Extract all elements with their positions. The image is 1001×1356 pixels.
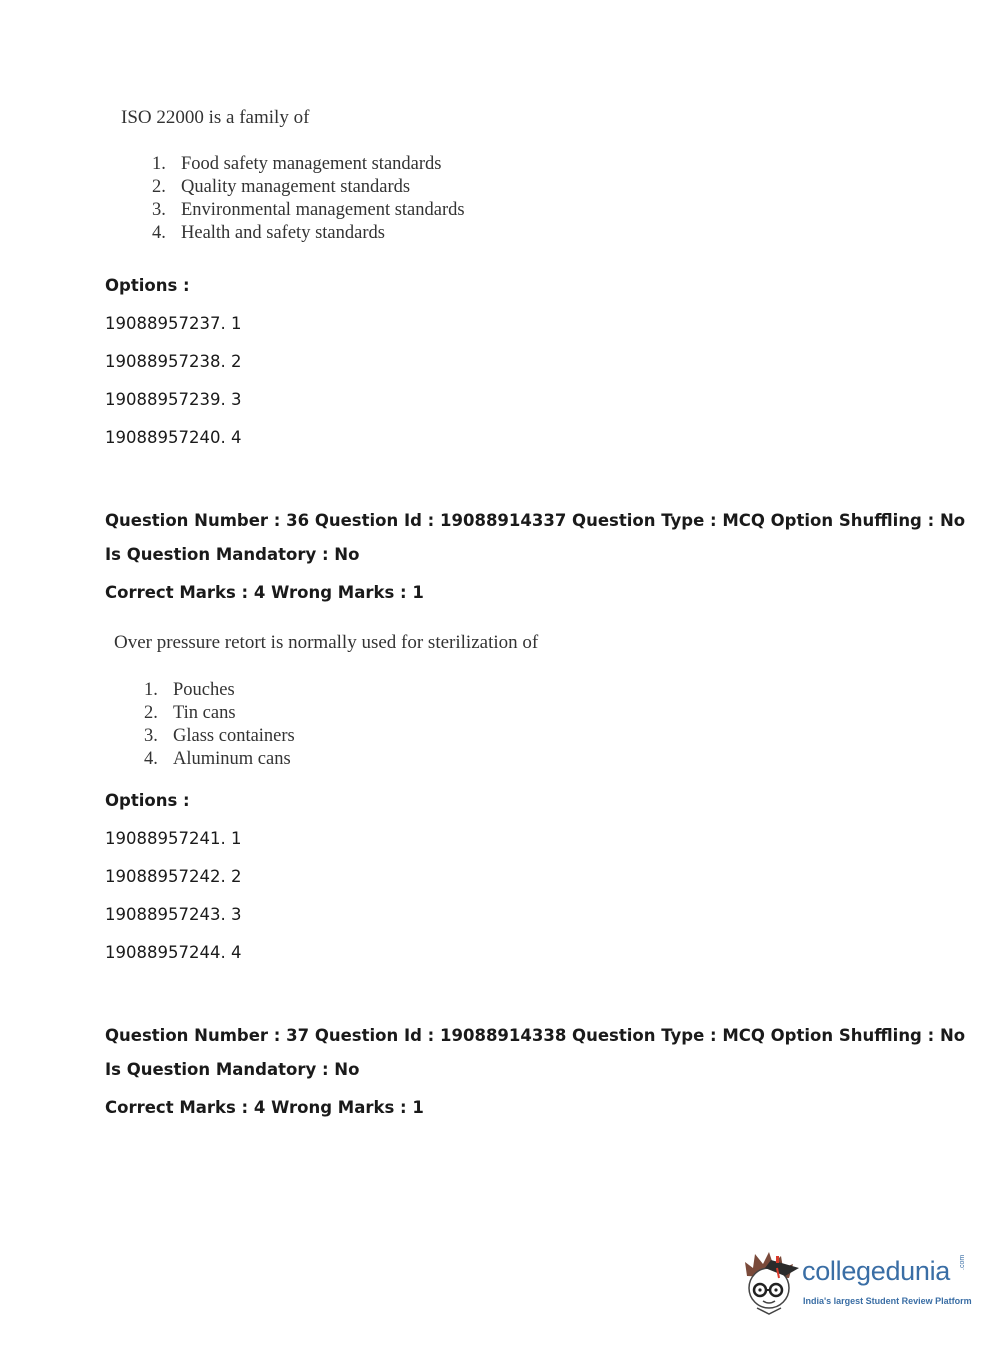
question-36-choice-list: [144, 679, 295, 771]
option-item: 19088957241. 1: [105, 829, 242, 848]
question-37-marks: Correct Marks : 4 Wrong Marks : 1: [105, 1098, 424, 1117]
choice-item: 3. Glass containers: [144, 726, 295, 746]
option-item: 19088957237. 1: [105, 314, 242, 333]
collegedunia-logo: [741, 1248, 971, 1320]
option-item: 19088957242. 2: [105, 867, 242, 886]
option-item: 19088957239. 3: [105, 390, 242, 409]
logo-wordmark: collegedunia: [802, 1256, 951, 1286]
question-35-image: [121, 107, 465, 243]
question-35-choice-list: [152, 153, 465, 245]
choice-item: 2. Quality management standards: [152, 177, 411, 197]
question-36-image: [114, 632, 539, 769]
option-item: 19088957238. 2: [105, 352, 242, 371]
choice-item: 2. Tin cans: [144, 703, 236, 723]
question-37-mandatory: Is Question Mandatory : No: [105, 1060, 360, 1079]
option-item: 19088957244. 4: [105, 943, 242, 962]
choice-item: 1. Food safety management standards: [152, 154, 442, 174]
question-36-marks: Correct Marks : 4 Wrong Marks : 1: [105, 583, 424, 602]
logo-domain: .com: [959, 1254, 966, 1270]
question-36-header: Question Number : 36 Question Id : 19088914337 Question Type : MCQ Option Shuffling : No: [105, 511, 966, 530]
choice-item: 3. Environmental management standards: [152, 200, 465, 220]
question-35-stem: ISO 22000 is a family of: [121, 107, 310, 128]
choice-item: 4. Health and safety standards: [152, 223, 385, 243]
logo-tagline: India's largest Student Review Platform: [803, 1296, 972, 1306]
option-item: 19088957243. 3: [105, 905, 242, 924]
options-label: Options :: [105, 791, 190, 810]
question-36-stem: Over pressure retort is normally used for sterilization of: [114, 632, 539, 653]
question-37-header: Question Number : 37 Question Id : 19088914338 Question Type : MCQ Option Shuffling : No: [105, 1026, 966, 1045]
options-label: Options :: [105, 276, 190, 295]
student-mascot-icon: [741, 1248, 801, 1320]
choice-item: 4. Aluminum cans: [144, 749, 291, 769]
choice-item: 1. Pouches: [144, 680, 235, 700]
question-36-mandatory: Is Question Mandatory : No: [105, 545, 360, 564]
option-item: 19088957240. 4: [105, 428, 242, 447]
